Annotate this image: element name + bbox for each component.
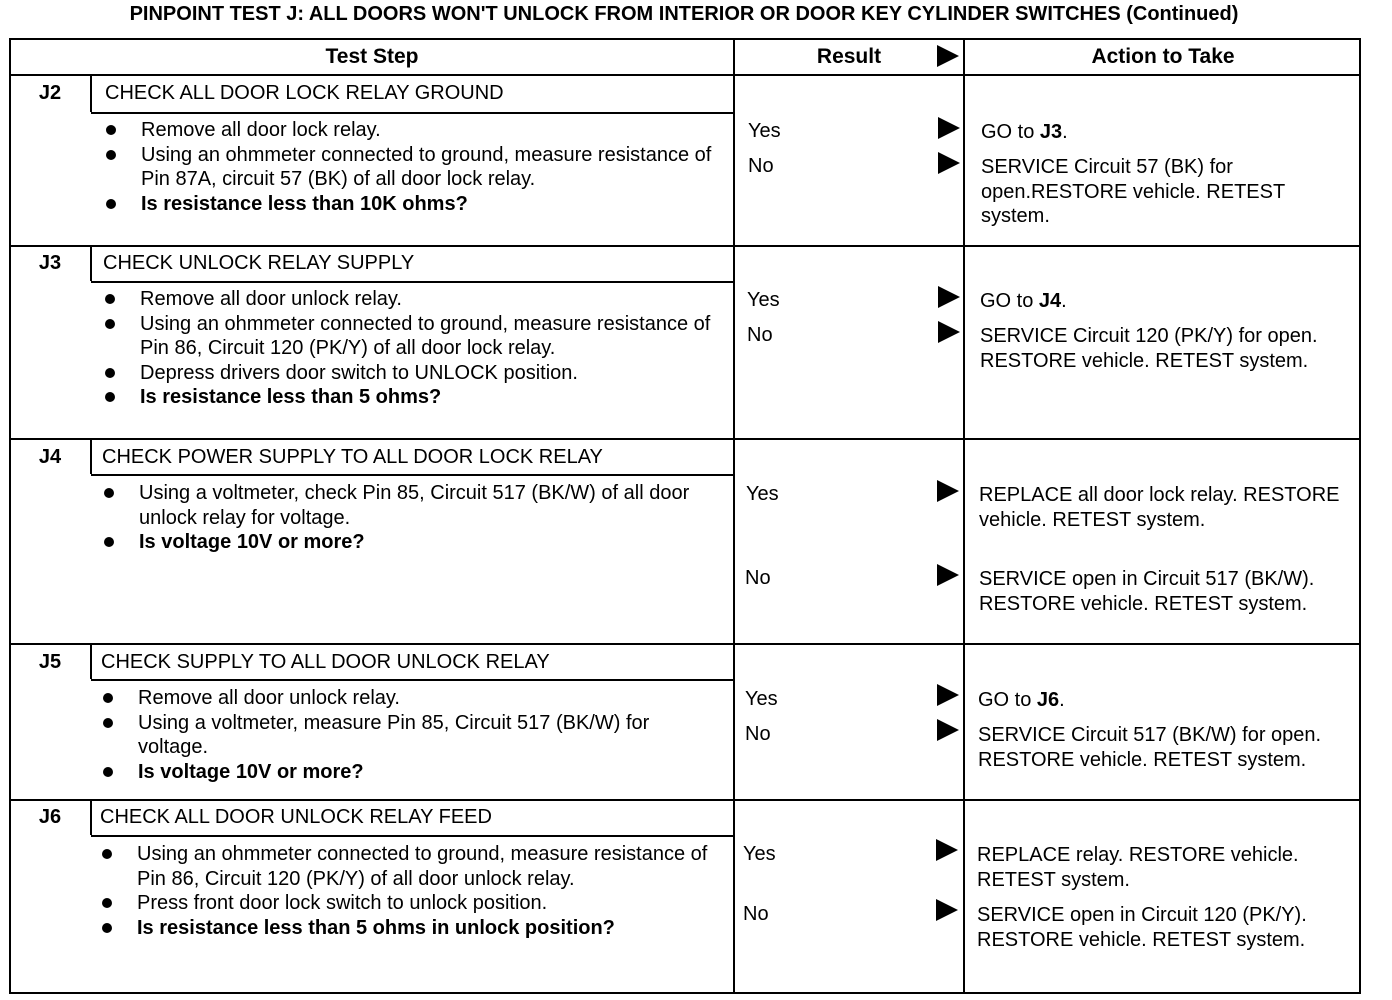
step-question: Is resistance less than 5 ohms in unlock position? [95,916,715,941]
list-item: Press front door lock switch to unlock position. [95,891,715,916]
arrow-icon [937,480,959,502]
step-title: CHECK UNLOCK RELAY SUPPLY [103,252,415,274]
step-bullets [98,287,718,410]
step-bullets [97,481,717,555]
step-title: CHECK POWER SUPPLY TO ALL DOOR LOCK RELAY [102,446,603,468]
step-question: Is voltage 10V or more? [97,530,717,555]
list-item: Remove all door lock relay. [99,118,719,143]
action-text: REPLACE all door lock relay. RESTORE vehicle. RETEST system. [979,484,1340,531]
title-divider [91,281,733,283]
result-no: No [743,903,769,925]
header-result-label: Result [816,45,882,68]
id-divider [90,801,92,835]
action-text: GO to J3. [981,121,1068,143]
list-item: Using an ohmmeter connected to ground, measure resistance of Pin 87A, circuit 57 (BK) of all door lock relay. [99,143,719,192]
arrow-icon [937,719,959,741]
header-result [735,40,965,76]
action-text: GO to J6. [978,689,1065,711]
id-divider [90,645,92,679]
list-item: Using a voltmeter, measure Pin 85, Circuit 517 (BK/W) for voltage. [96,711,716,760]
pinpoint-test-table [9,38,1361,994]
result-yes: Yes [745,688,778,710]
action-text: SERVICE Circuit 120 (PK/Y) for open. RESTORE vehicle. RETEST system. [980,325,1318,372]
arrow-icon [938,117,960,139]
arrow-icon [938,286,960,308]
column-divider [733,76,735,992]
list-item: Remove all door unlock relay. [96,686,716,711]
step-question: Is resistance less than 5 ohms? [98,385,718,410]
list-item: Remove all door unlock relay. [98,287,718,312]
step-id: J6 [38,806,62,828]
arrow-icon [937,45,959,67]
result-no: No [745,723,771,745]
header-action: Action to Take [965,40,1361,76]
action-text: GO to J4. [980,290,1067,312]
arrow-icon [936,899,958,921]
list-item: Using an ohmmeter connected to ground, measure resistance of Pin 86, Circuit 120 (PK/Y) of all door lock relay. [98,312,718,361]
list-item: Using an ohmmeter connected to ground, measure resistance of Pin 86, Circuit 120 (PK/Y) of all door unlock relay. [95,842,715,891]
result-no: No [745,567,771,589]
step-id: J2 [38,82,62,104]
arrow-icon [938,321,960,343]
step-title: CHECK ALL DOOR UNLOCK RELAY FEED [100,806,492,828]
page-title: PINPOINT TEST J: ALL DOORS WON'T UNLOCK FROM INTERIOR OR DOOR KEY CYLINDER SWITCHES (Continued) [129,3,1239,25]
result-no: No [748,155,774,177]
step-title: CHECK SUPPLY TO ALL DOOR UNLOCK RELAY [101,651,550,673]
id-divider [90,76,92,112]
header-test-step: Test Step [11,40,735,76]
arrow-icon [936,839,958,861]
step-id: J3 [38,252,62,274]
arrow-icon [937,684,959,706]
title-divider [91,835,733,837]
column-divider [963,76,965,992]
action-text: SERVICE open in Circuit 517 (BK/W). RESTORE vehicle. RETEST system. [979,568,1315,615]
step-bullets [95,842,715,940]
action-text: SERVICE Circuit 57 (BK) for open.RESTORE vehicle. RETEST system. [981,156,1285,227]
title-divider [91,679,733,681]
title-divider [91,474,733,476]
step-question: Is resistance less than 10K ohms? [99,192,719,217]
id-divider [90,440,92,474]
result-no: No [747,324,773,346]
step-bullets [96,686,716,784]
step-bullets [99,118,719,216]
result-yes: Yes [743,843,776,865]
title-divider [91,112,733,114]
row-divider [11,643,1359,645]
result-yes: Yes [746,483,779,505]
action-text: SERVICE open in Circuit 120 (PK/Y). RESTORE vehicle. RETEST system. [977,904,1307,951]
action-text: REPLACE relay. RESTORE vehicle. RETEST system. [977,844,1299,891]
row-divider [11,438,1359,440]
row-divider [11,245,1359,247]
step-title: CHECK ALL DOOR LOCK RELAY GROUND [105,82,504,104]
step-question: Is voltage 10V or more? [96,760,716,785]
arrow-icon [938,152,960,174]
result-yes: Yes [748,120,781,142]
step-id: J4 [38,446,62,468]
id-divider [90,247,92,281]
list-item: Depress drivers door switch to UNLOCK position. [98,361,718,386]
arrow-icon [937,564,959,586]
action-text: SERVICE Circuit 517 (BK/W) for open. RESTORE vehicle. RETEST system. [978,724,1322,771]
result-yes: Yes [747,289,780,311]
row-divider [11,799,1359,801]
step-id: J5 [38,651,62,673]
list-item: Using a voltmeter, check Pin 85, Circuit 517 (BK/W) of all door unlock relay for voltage. [97,481,717,530]
